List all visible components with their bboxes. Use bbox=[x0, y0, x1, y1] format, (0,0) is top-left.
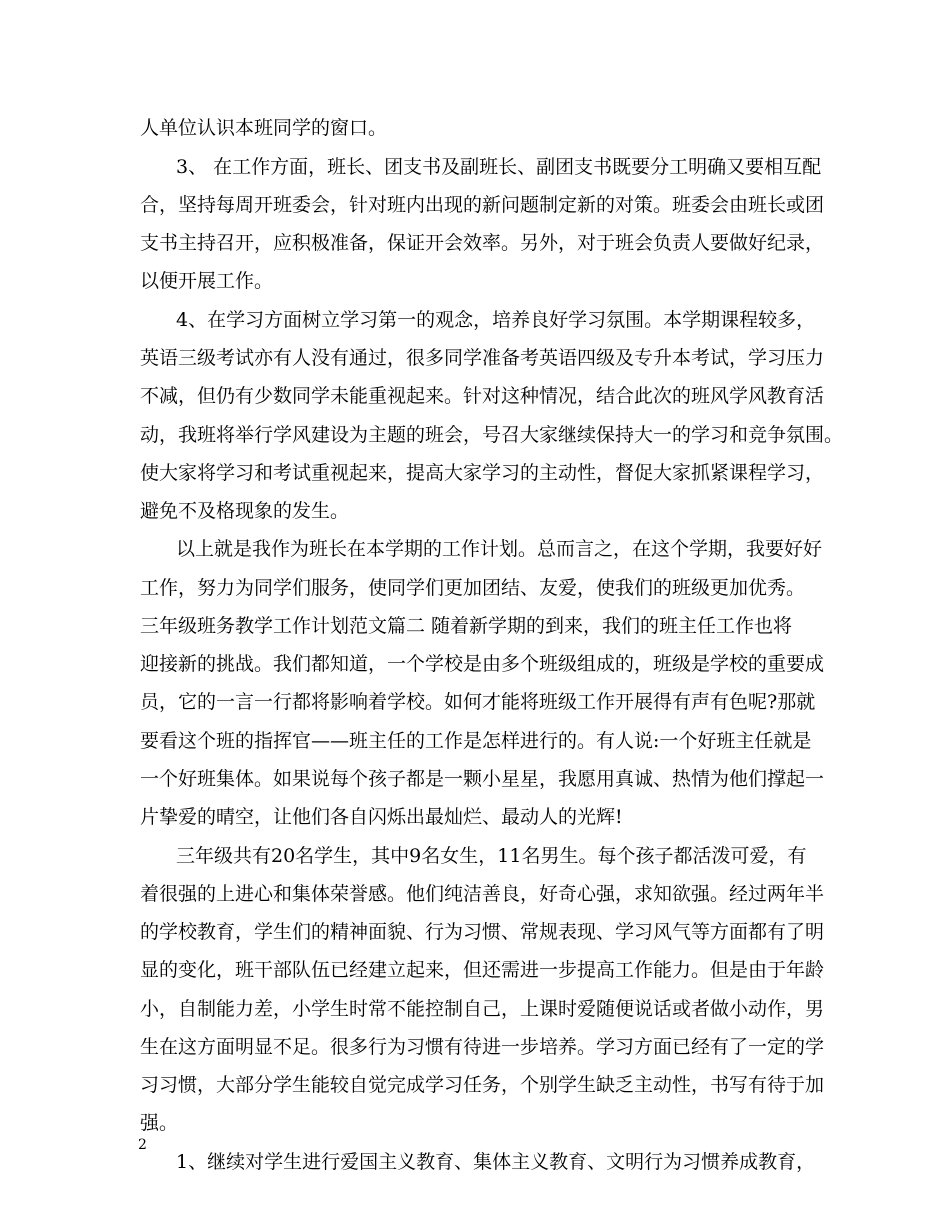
text-line: 强。 bbox=[140, 1112, 179, 1134]
text-line: 以便开展工作。 bbox=[140, 270, 274, 292]
text-line: 习习惯，大部分学生能较自觉完成学习任务，个别学生缺乏主动性，书写有待于加 bbox=[140, 1074, 825, 1096]
text-line: 3、 在工作方面，班长、团支书及副班长、副团支书既要分工明确又要相互配 bbox=[176, 156, 822, 178]
text-line: 英语三级考试亦有人没有通过，很多同学准备考英语四级及专升本考试，学习压力 bbox=[140, 347, 825, 369]
text-line: 三年级班务教学工作计划范文篇二 随着新学期的到来，我们的班主任工作也将 bbox=[140, 615, 793, 637]
text-line: 工作，努力为同学们服务，使同学们更加团结、友爱，使我们的班级更加优秀。 bbox=[140, 577, 806, 599]
text-line: 合，坚持每周开班委会，针对班内出现的新问题制定新的对策。班委会由班长或团 bbox=[140, 194, 825, 216]
text-line: 使大家将学习和考试重视起来，提高大家学习的主动性，督促大家抓紧课程学习， bbox=[140, 462, 825, 484]
text-line: 避免不及格现象的发生。 bbox=[140, 500, 350, 522]
text-line: 支书主持召开，应积极准备，保证开会效率。另外，对于班会负责人要做好纪录， bbox=[140, 232, 825, 254]
text-line: 1、继续对学生进行爱国主义教育、集体主义教育、文明行为习惯养成教育， bbox=[176, 1151, 816, 1173]
text-line: 4、在学习方面树立学习第一的观念，培养良好学习氛围。本学期课程较多， bbox=[176, 309, 816, 331]
text-line: 不减，但仍有少数同学未能重视起来。针对这种情况，结合此次的班风学风教育活 bbox=[140, 385, 825, 407]
text-line: 动，我班将举行学风建设为主题的班会，号召大家继续保持大一的学习和竞争氛围。 bbox=[140, 424, 844, 446]
text-line: 以上就是我作为班长在本学期的工作计划。总而言之，在这个学期，我要好好 bbox=[176, 538, 823, 560]
text-line: 人单位认识本班同学的窗口。 bbox=[140, 117, 388, 139]
text-line: 员，它的一言一行都将影响着学校。如何才能将班级工作开展得有声有色呢?那就 bbox=[140, 691, 816, 713]
text-line: 小，自制能力差，小学生时常不能控制自己，上课时爱随便说话或者做小动作，男 bbox=[140, 998, 825, 1020]
page-number: 2 bbox=[138, 1137, 147, 1153]
text-line: 的学校教育，学生们的精神面貌、行为习惯、常规表现、学习风气等方面都有了明 bbox=[140, 921, 825, 943]
text-line: 显的变化，班干部队伍已经建立起来，但还需进一步提高工作能力。但是由于年龄 bbox=[140, 959, 825, 981]
text-line: 三年级共有20名学生，其中9名女生，11名男生。每个孩子都活泼可爱，有 bbox=[176, 845, 807, 867]
text-line: 要看这个班的指挥官——班主任的工作是怎样进行的。有人说:一个好班主任就是 bbox=[140, 730, 812, 752]
text-line: 着很强的上进心和集体荣誉感。他们纯洁善良，好奇心强，求知欲强。经过两年半 bbox=[140, 883, 825, 905]
text-line: 迎接新的挑战。我们都知道，一个学校是由多个班级组成的，班级是学校的重要成 bbox=[140, 653, 825, 675]
text-line: 一个好班集体。如果说每个孩子都是一颗小星星，我愿用真诚、热情为他们撑起一 bbox=[140, 768, 825, 790]
text-line: 片挚爱的晴空，让他们各自闪烁出最灿烂、最动人的光辉! bbox=[140, 806, 623, 828]
text-line: 生在这方面明显不足。很多行为习惯有待进一步培养。学习方面已经有了一定的学 bbox=[140, 1036, 825, 1058]
